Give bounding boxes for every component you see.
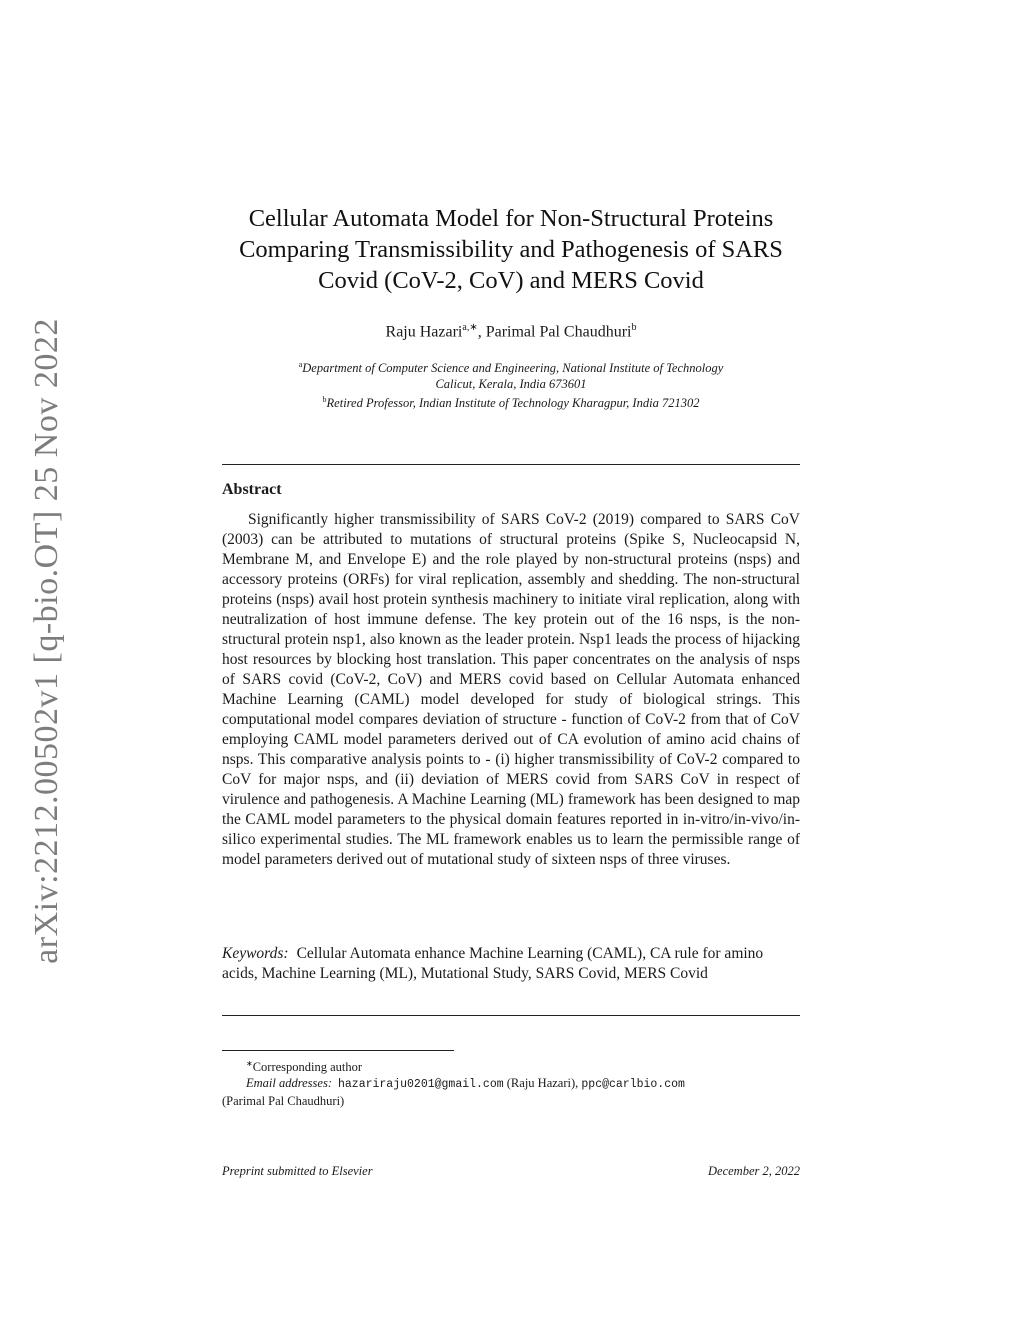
title-line: Cellular Automata Model for Non-Structural Proteins — [248, 205, 774, 232]
abstract-top-rule — [222, 464, 800, 465]
affiliation-line — [222, 357, 800, 377]
footnote-corresponding-text: Corresponding author — [252, 1060, 363, 1075]
author-separator: , — [477, 323, 486, 341]
email-owner-2: (Parimal Pal Chaudhuri) — [222, 1094, 345, 1109]
email-link-1[interactable]: hazariraju0201@gmail.com — [338, 1078, 504, 1092]
preprint-note: Preprint submitted to Elsevier — [222, 1164, 373, 1178]
keywords-text: Cellular Automata enhance Machine Learning (CAML), CA rule for amino acids, Machine Learning (ML), Mutational Study, SARS Covid, MERS Covid — [222, 945, 764, 982]
arxiv-identifier-stamp — [27, 318, 67, 964]
title-line: Covid (CoV-2, CoV) and MERS Covid — [318, 267, 704, 294]
author-name: Parimal Pal Chaudhuri — [485, 323, 632, 341]
affiliation-mark: a — [298, 360, 303, 369]
email-label: Email addresses: — [246, 1076, 332, 1091]
affiliation-text: Calicut, Kerala, India 673601 — [435, 376, 587, 391]
preprint-date: December 2, 2022 — [708, 1164, 800, 1178]
footnote-mark: ∗ — [246, 1059, 253, 1068]
keywords-label: Keywords: — [222, 945, 289, 962]
author-name: Raju Hazari — [385, 323, 463, 341]
abstract-bottom-rule — [222, 1015, 800, 1016]
paper-title — [222, 203, 800, 296]
footnote-emails — [222, 1075, 800, 1093]
affiliation-line — [222, 377, 800, 393]
keywords — [222, 944, 782, 984]
affiliation-text: Department of Computer Science and Engineering, National Institute of Technology — [302, 361, 724, 376]
author-affiliation-mark: b — [631, 322, 637, 333]
abstract-body: Significantly higher transmissibility of SARS CoV-2 (2019) compared to SARS CoV (2003) can be attributed to mutations of structural proteins (Spike S, Nucleocapsid N, Membrane M, and Envelope E) and the role played by non-structural proteins (nsps) and accessory proteins (ORFs) for viral replication, assembly and shedding. The non-structural proteins (nsps) avail host protein synthesis machinery to initiate viral replication, along with neutralization of host immune defense. The key protein out of the 16 nsps, is the non-structural protein nsp1, also known as the leader protein. Nsp1 leads the process of hijacking host resources by blocking host translation. This paper concentrates on the analysis of nsps of SARS covid (CoV-2, CoV) and MERS covid based on Cellular Automata enhanced Machine Learning (CAML) model developed for study of biological strings. This computational model compares deviation of structure - function of CoV-2 from that of CoV employing CAML model parameters derived out of CA evolution of amino acid chains of nsps. This comparative analysis points to - (i) higher transmissibility of CoV-2 compared to CoV for major nsps, and (ii) deviation of MERS covid from SARS CoV in respect of virulence and pathogenesis. A Machine Learning (ML) framework has been designed to map the CAML model parameters to the physical domain features reported in in-vitro/in-vivo/in-silico experimental studies. The ML framework enables us to learn the permissible range of model parameters derived out of mutational study of sixteen nsps of three viruses. — [222, 511, 800, 868]
arxiv-identifier-text: arXiv:2212.00502v1 [q-bio.OT] 25 Nov 2022 — [28, 318, 65, 964]
title-line: Comparing Transmissibility and Pathogenesis of SARS — [239, 236, 783, 263]
author-affiliation-mark: a,∗ — [462, 322, 478, 333]
footnote-rule — [222, 1050, 454, 1051]
email-link-2[interactable]: ppc@carlbio.com — [581, 1078, 685, 1092]
affiliations — [222, 357, 800, 412]
author-list — [222, 322, 800, 341]
footnote-corresponding — [222, 1056, 800, 1075]
abstract-heading: Abstract — [222, 481, 282, 498]
footnote-email-owner-line — [222, 1093, 800, 1109]
email-owner-1: (Raju Hazari), — [506, 1076, 579, 1091]
affiliation-line — [222, 392, 800, 412]
footnote — [222, 1056, 800, 1109]
affiliation-text: Retired Professor, Indian Institute of Technology Kharagpur, India 721302 — [326, 396, 700, 411]
affiliation-mark: b — [322, 395, 327, 405]
